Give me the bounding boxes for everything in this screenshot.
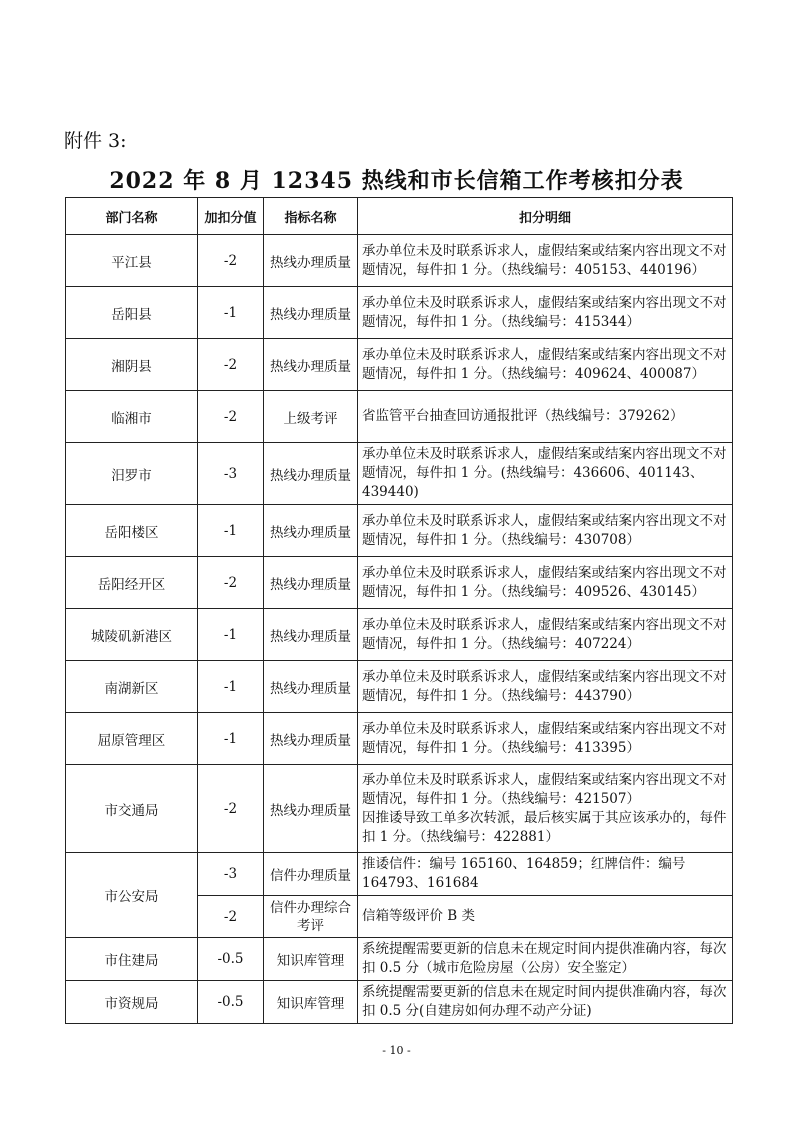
indicator-cell: 热线办理质量: [264, 609, 358, 661]
dept-cell: 湘阴县: [66, 339, 198, 391]
dept-cell: 岳阳楼区: [66, 505, 198, 557]
dept-cell: 市公安局: [66, 853, 198, 938]
detail-cell: 承办单位未及时联系诉求人，虚假结案或结案内容出现文不对题情况，每件扣 1 分。（热线编号：443790）: [358, 661, 733, 713]
detail-cell: 系统提醒需要更新的信息未在规定时间内提供准确内容，每次扣 0.5 分（城市危险房屋（公房）安全鉴定）: [358, 938, 733, 981]
dept-cell: 市交通局: [66, 765, 198, 853]
detail-cell: 系统提醒需要更新的信息未在规定时间内提供准确内容，每次扣 0.5 分(自建房如何办理不动产分证): [358, 981, 733, 1024]
header-indicator: 指标名称: [264, 198, 358, 235]
score-cell: -2: [198, 896, 264, 938]
table-row: [66, 443, 733, 505]
score-cell: -3: [198, 853, 264, 896]
indicator-cell: 热线办理质量: [264, 713, 358, 765]
table-row: [66, 339, 733, 391]
table-row: [66, 765, 733, 853]
score-cell: -1: [198, 661, 264, 713]
indicator-cell: 热线办理质量: [264, 557, 358, 609]
dept-cell: 屈原管理区: [66, 713, 198, 765]
table-row: [66, 661, 733, 713]
score-cell: -2: [198, 765, 264, 853]
dept-cell: 岳阳县: [66, 287, 198, 339]
indicator-cell: 热线办理质量: [264, 235, 358, 287]
detail-cell: 承办单位未及时联系诉求人，虚假结案或结案内容出现文不对题情况，每件扣 1 分。（热线编号：409624、400087）: [358, 339, 733, 391]
detail-text-2: 因推诿导致工单多次转派，最后核实属于其应该承办的，每件扣 1 分。（热线编号：422881）: [362, 809, 727, 845]
indicator-cell: 知识库管理: [264, 981, 358, 1024]
indicator-cell: 热线办理质量: [264, 505, 358, 557]
indicator-cell: 热线办理质量: [264, 765, 358, 853]
indicator-cell: 上级考评: [264, 391, 358, 443]
indicator-cell: 信件办理质量: [264, 853, 358, 896]
score-cell: -2: [198, 235, 264, 287]
indicator-cell: 热线办理质量: [264, 287, 358, 339]
dept-cell: 南湖新区: [66, 661, 198, 713]
detail-cell: 承办单位未及时联系诉求人，虚假结案或结案内容出现文不对题情况，每件扣 1 分。（热线编号：430708）: [358, 505, 733, 557]
dept-cell: 平江县: [66, 235, 198, 287]
detail-cell: 承办单位未及时联系诉求人，虚假结案或结案内容出现文不对题情况，每件扣 1 分。（热线编号：415344）: [358, 287, 733, 339]
page-title: 2022 年 8 月 12345 热线和市长信箱工作考核扣分表: [109, 168, 684, 194]
header-dept: 部门名称: [66, 198, 198, 235]
dept-cell: 城陵矶新港区: [66, 609, 198, 661]
detail-cell: 推诿信件：编号 165160、164859；红牌信件：编号 164793、161684: [358, 853, 733, 896]
table-row: [66, 938, 733, 981]
indicator-cell: 热线办理质量: [264, 661, 358, 713]
indicator-cell: 热线办理质量: [264, 339, 358, 391]
score-cell: -1: [198, 287, 264, 339]
dept-cell: 岳阳经开区: [66, 557, 198, 609]
indicator-cell: 热线办理质量: [264, 443, 358, 505]
detail-cell: 承办单位未及时联系诉求人，虚假结案或结案内容出现文不对题情况，每件扣 1 分。（热线编号：409526、430145）: [358, 557, 733, 609]
table-row: [66, 235, 733, 287]
dept-cell: 市资规局: [66, 981, 198, 1024]
score-cell: -1: [198, 505, 264, 557]
score-cell: -0.5: [198, 981, 264, 1024]
table-row: [66, 981, 733, 1024]
score-cell: -2: [198, 557, 264, 609]
score-cell: -2: [198, 391, 264, 443]
detail-cell: 信箱等级评价 B 类: [358, 896, 733, 938]
deduction-table: [65, 197, 733, 1024]
score-cell: -3: [198, 443, 264, 505]
detail-text: 承办单位未及时联系诉求人，虚假结案或结案内容出现文不对题情况，每件扣 1 分。（热线编号：421507）: [362, 771, 727, 807]
score-cell: -0.5: [198, 938, 264, 981]
page-number: - 10 -: [382, 1044, 411, 1057]
table-row: [66, 505, 733, 557]
detail-cell: [358, 765, 733, 853]
table-header-row: [66, 198, 733, 235]
detail-cell: 承办单位未及时联系诉求人，虚假结案或结案内容出现文不对题情况，每件扣 1 分。（热线编号：405153、440196）: [358, 235, 733, 287]
header-detail: 扣分明细: [358, 198, 733, 235]
dept-cell: 汨罗市: [66, 443, 198, 505]
table-row: [66, 557, 733, 609]
detail-cell: 省监管平台抽查回访通报批评（热线编号：379262）: [358, 391, 733, 443]
table-row: [66, 391, 733, 443]
score-cell: -1: [198, 609, 264, 661]
score-cell: -1: [198, 713, 264, 765]
table-row: [66, 609, 733, 661]
dept-cell: 临湘市: [66, 391, 198, 443]
detail-cell: 承办单位未及时联系诉求人，虚假结案或结案内容出现文不对题情况，每件扣 1 分。（热线编号：413395）: [358, 713, 733, 765]
table-row: [66, 287, 733, 339]
detail-cell: 承办单位未及时联系诉求人，虚假结案或结案内容出现文不对题情况，每件扣 1 分。（热线编号：407224）: [358, 609, 733, 661]
indicator-cell: 知识库管理: [264, 938, 358, 981]
indicator-cell: 信件办理综合考评: [264, 896, 358, 938]
detail-cell: 承办单位未及时联系诉求人，虚假结案或结案内容出现文不对题情况，每件扣 1 分。(热线编号：436606、401143、439440): [358, 443, 733, 505]
table-row: [66, 853, 733, 896]
score-cell: -2: [198, 339, 264, 391]
dept-cell: 市住建局: [66, 938, 198, 981]
attachment-label: 附件 3:: [64, 130, 127, 152]
table-row: [66, 713, 733, 765]
header-score: 加扣分值: [198, 198, 264, 235]
